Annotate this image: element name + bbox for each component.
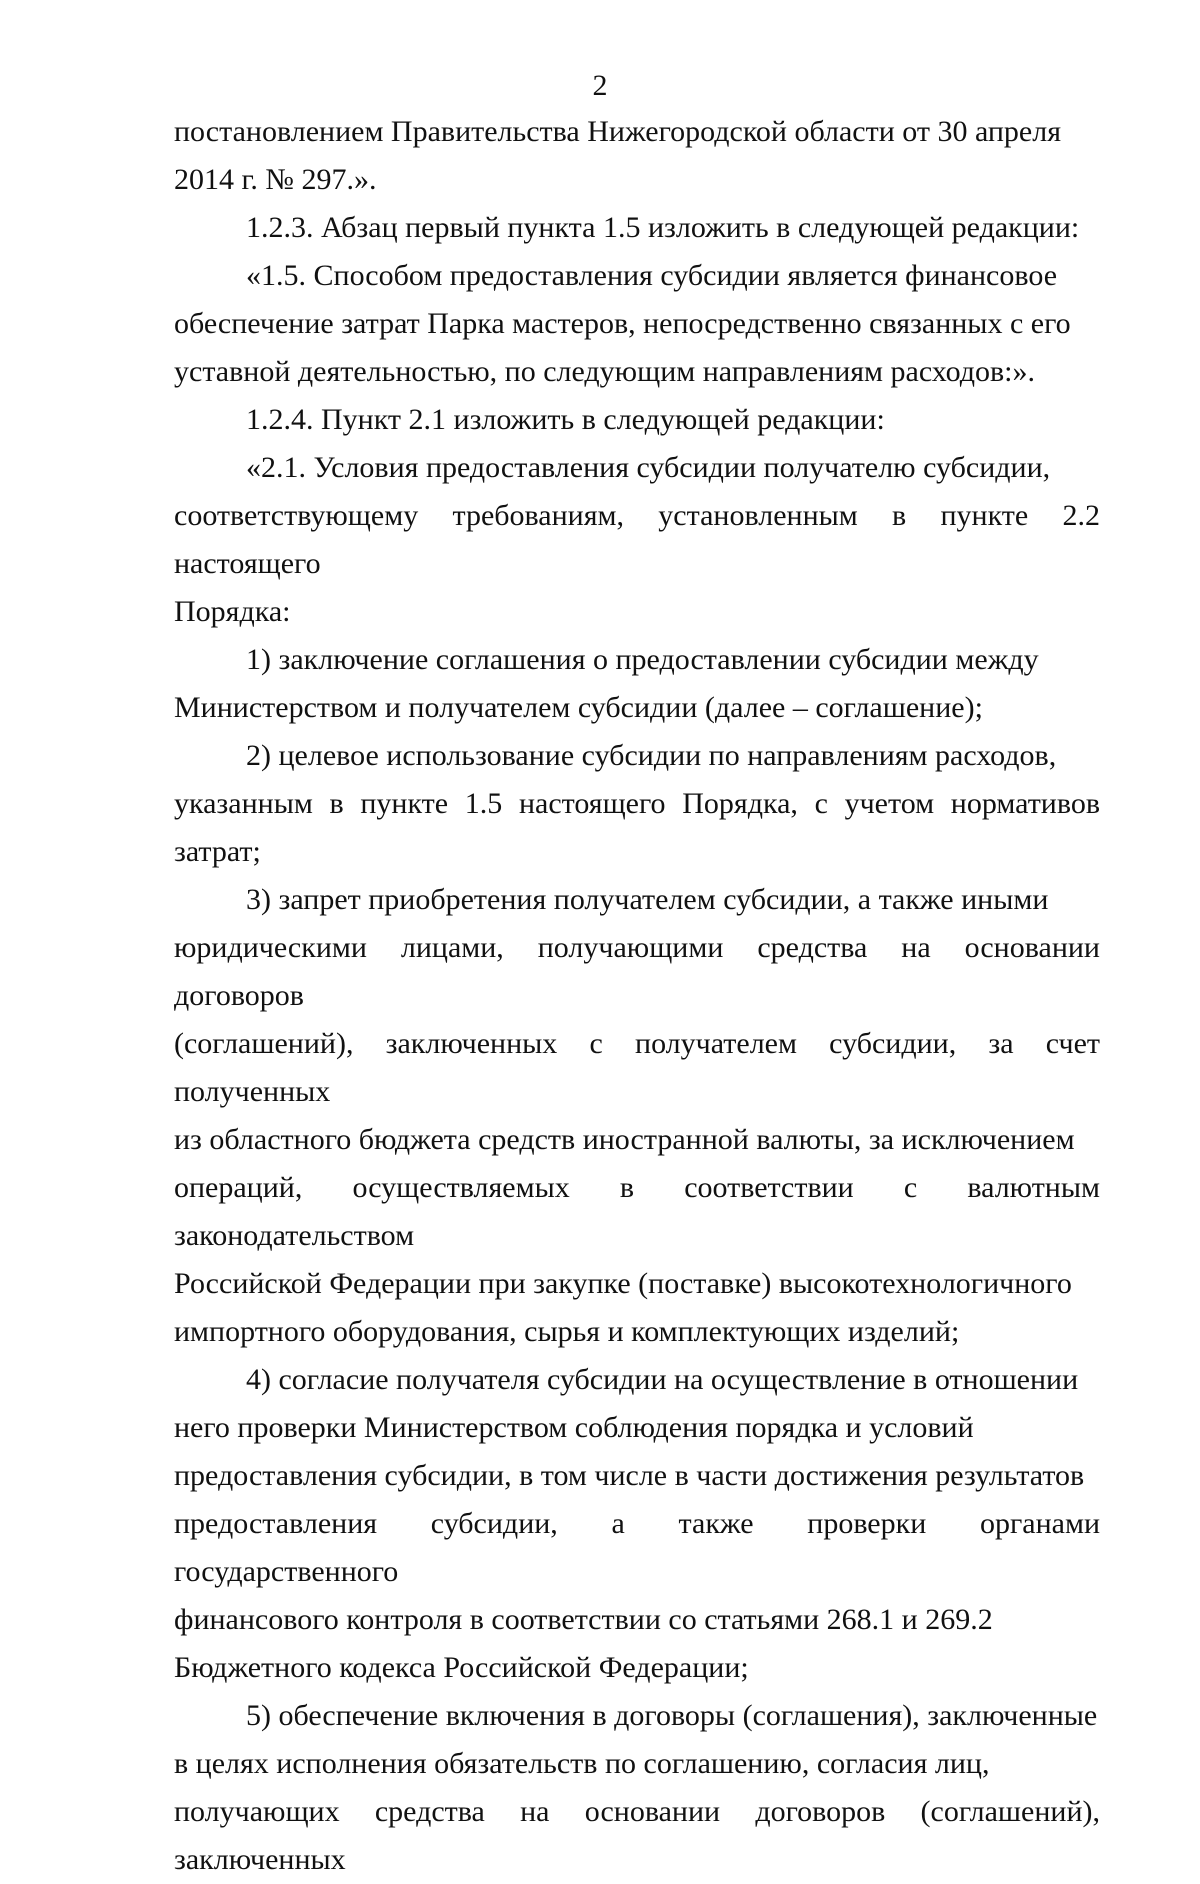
document-body bbox=[174, 108, 1100, 1884]
paragraph-1-2-3: 1.2.3. Абзац первый пункта 1.5 изложить в следующей редакции: bbox=[246, 211, 1080, 244]
paragraph-continuation: постановлением Правительства Нижегородской области от 30 апреля 2014 г. № 297.». bbox=[174, 115, 1062, 196]
list-item-3: 3) запрет приобретения получателем субсидии, а также иными юридическими лицами, получающими средства на основании договоров (соглашений), заключенных с получателем субсидии, за счет полученных из областного бюджета средств иностранной валюты, за исключением операций, осуществляемых в соответствии с валютным законодательством Российской Федерации при закупке (поставке) высокотехнологичного импортного оборудования, сырья и комплектующих изделий; bbox=[174, 883, 1100, 1348]
page-number: 2 bbox=[592, 69, 608, 102]
list-item-5: 5) обеспечение включения в договоры (соглашения), заключенные в целях исполнения обязательств по соглашению, согласия лиц, получающих средства на основании договоров (соглашений), заключенных bbox=[174, 1699, 1100, 1876]
paragraph-1-2-4: 1.2.4. Пункт 2.1 изложить в следующей редакции: bbox=[246, 403, 885, 436]
paragraph-quote-1-5: «1.5. Способом предоставления субсидии является финансовое обеспечение затрат Парка мастеров, непосредственно связанных с его уставной деятельностью, по следующим направлениям расходов:». bbox=[174, 259, 1071, 388]
list-item-2: 2) целевое использование субсидии по направлениям расходов, указанным в пункте 1.5 настоящего Порядка, с учетом нормативов затрат; bbox=[174, 739, 1100, 868]
list-item-1: 1) заключение соглашения о предоставлении субсидии между Министерством и получателем субсидии (далее – соглашение); bbox=[174, 643, 1039, 724]
paragraph-quote-2-1: «2.1. Условия предоставления субсидии получателю субсидии, соответствующему требованиям, установленным в пункте 2.2 настоящего Порядка: bbox=[174, 451, 1100, 628]
list-item-4: 4) согласие получателя субсидии на осуществление в отношении него проверки Министерством соблюдения порядка и условий предоставления субсидии, в том числе в части достижения результатов предоставления субсидии, а также проверки органами государственного финансового контроля в соответствии со статьями 268.1 и 269.2 Бюджетного кодекса Российской Федерации; bbox=[174, 1363, 1100, 1684]
